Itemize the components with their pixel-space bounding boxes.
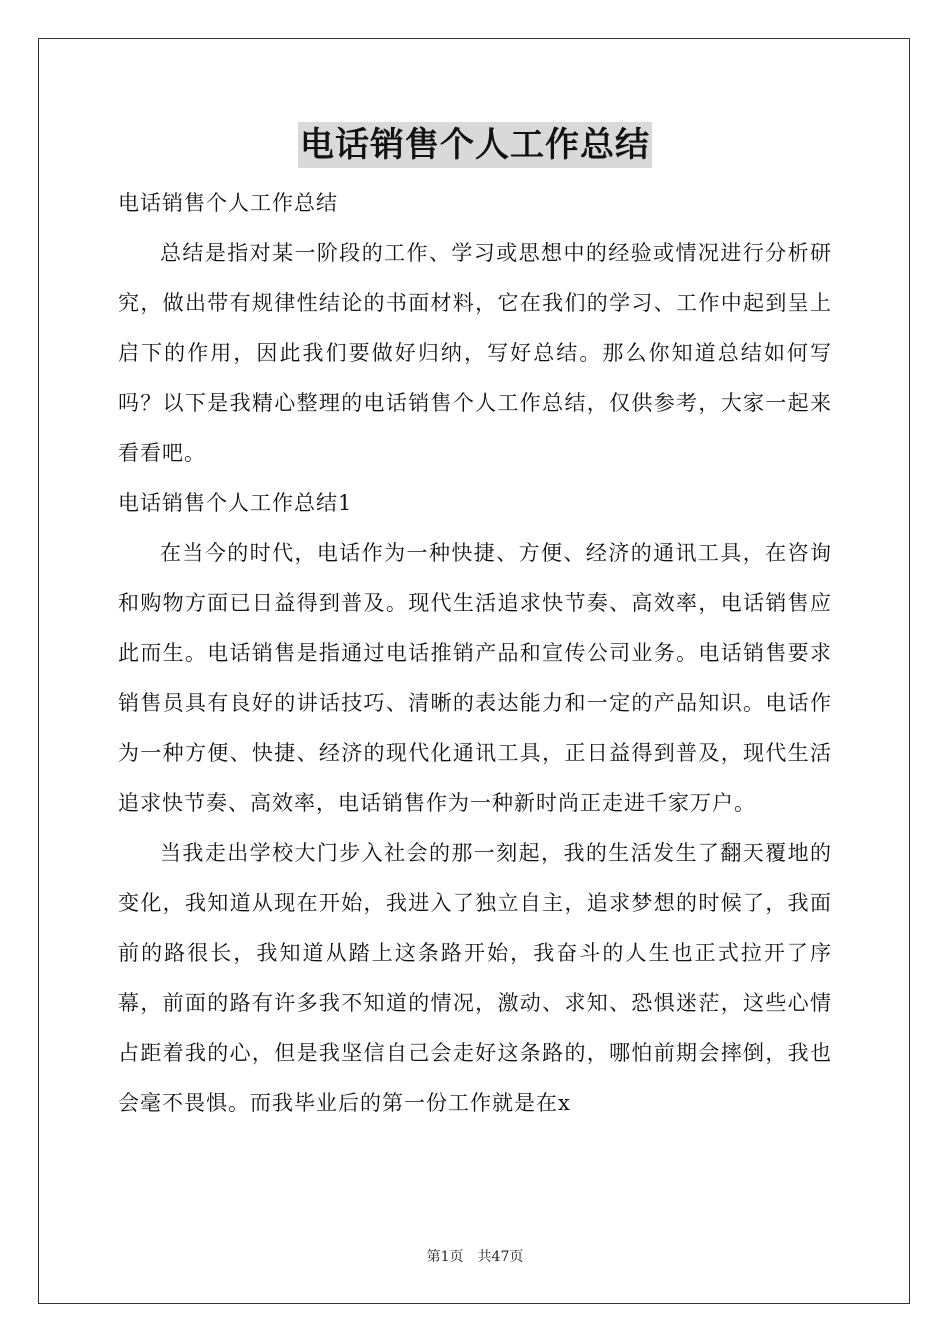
- section-heading-1: 电话销售个人工作总结1: [118, 491, 353, 515]
- document-body: [118, 122, 832, 1128]
- section-1-paragraph-2: 当我走出学校大门步入社会的那一刻起，我的生活发生了翻天覆地的变化，我知道从现在开始，我进入了独立自主，追求梦想的时候了，我面前的路很长，我知道从踏上这条路开始，我奋斗的人生也正式拉开了序幕，前面的路有许多我不知道的情况，激动、求知、恐惧迷茫，这些心情占距着我的心，但是我坚信自己会走好这条路的，哪怕前期会摔倒，我也会毫不畏惧。而我毕业后的第一份工作就是在x: [118, 841, 832, 1115]
- page-footer: [0, 1247, 950, 1267]
- document-subtitle: 电话销售个人工作总结: [118, 191, 338, 215]
- document-title: 电话销售个人工作总结: [298, 122, 652, 168]
- intro-paragraph: 总结是指对某一阶段的工作、学习或思想中的经验或情况进行分析研究，做出带有规律性结论的书面材料，它在我们的学习、工作中起到呈上启下的作用，因此我们要做好归纳，写好总结。那么你知道总结如何写吗？以下是我精心整理的电话销售个人工作总结，仅供参考，大家一起来看看吧。: [118, 241, 832, 465]
- section-1-paragraph-1: 在当今的时代，电话作为一种快捷、方便、经济的通讯工具，在咨询和购物方面已日益得到普及。现代生活追求快节奏、高效率，电话销售应此而生。电话销售是指通过电话推销产品和宣传公司业务。电话销售要求销售员具有良好的讲话技巧、清晰的表达能力和一定的产品知识。电话作为一种方便、快捷、经济的现代化通讯工具，正日益得到普及，现代生活追求快节奏、高效率，电话销售作为一种新时尚正走进千家万户。: [118, 541, 832, 815]
- title-wrap: [118, 122, 832, 174]
- page-number: 第1页: [426, 1249, 464, 1265]
- page-total: 共47页: [477, 1249, 524, 1265]
